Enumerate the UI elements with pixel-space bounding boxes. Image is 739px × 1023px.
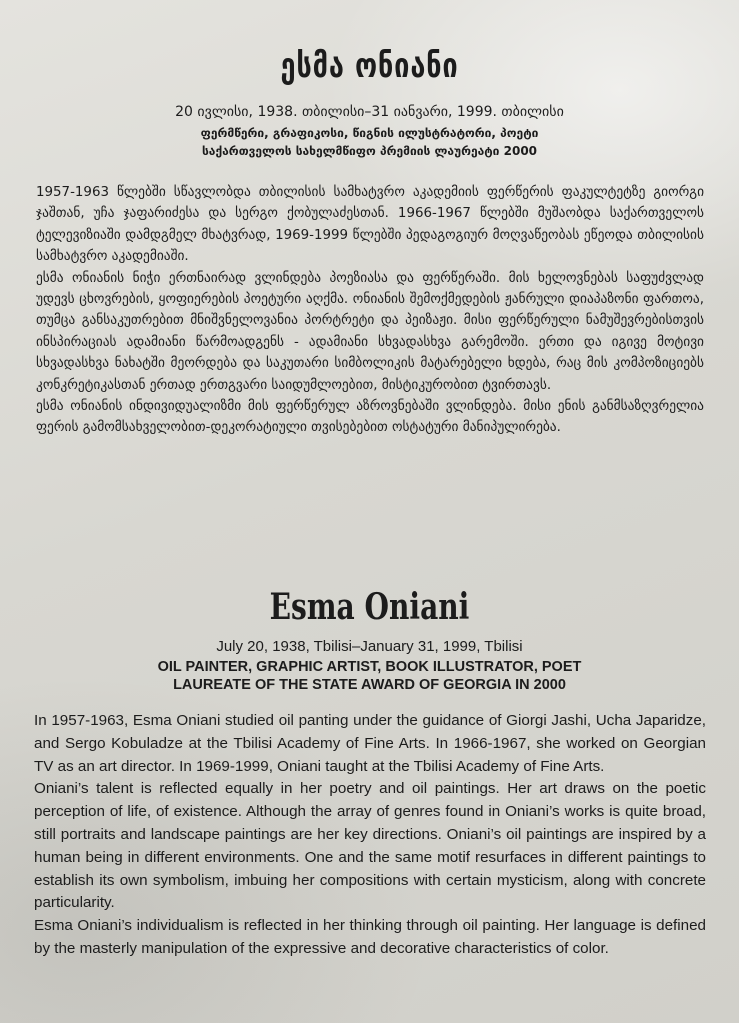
georgian-roles-line-1: ფერმწერი, გრაფიკოსი, წიგნის ილუსტრატორი, პოეტი	[200, 126, 539, 140]
georgian-section	[0, 40, 739, 436]
english-roles-line-1: OIL PAINTER, GRAPHIC ARTIST, BOOK ILLUSTRATOR, POET	[157, 659, 582, 675]
georgian-paragraph-1: 1957-1963 წლებში სწავლობდა თბილისის სამხატვრო აკადემიის ფერწერის ფაკულტეტზე გიორგი ჯაშთან, უჩა ჯაფარიძესა და სერგო ქობულაძესთან. 1966-1967 წლებში მუშაობდა საქართველოს ტელევიზიაში დამდგმელ მხატვრად, 1969-1999 წლებში პედაგოგიურ მოღვაწეობას ეწეოდა თბილისის სამხატვრო აკადემიაში.	[36, 185, 704, 265]
english-paragraph-1: In 1957-1963, Esma Oniani studied oil panting under the guidance of Giorgi Jashi, Ucha Japaridze, and Sergo Kobuladze at the Tbilisi Academy of Fine Arts. In 1966-1967, she worked on Georgian TV as an art director. In 1969-1999, Oniani taught at the Tbilisi Academy of Fine Arts.	[34, 712, 706, 775]
english-paragraph-3: Esma Oniani’s individualism is reflected in her thinking through oil painting. Her language is defined by the masterly manipulation of the expressive and decorative characteristics of color.	[34, 917, 706, 957]
english-title: Esma Oniani	[269, 586, 470, 628]
georgian-paragraph-3: ესმა ონიანის ინდივიდუალიზმი მის ფერწერულ აზროვნებაში ვლინდება. მისი ენის განმსაზღვრელია ფერის გამომსახველობით-დეკორატიული თვისებებით ოსტატური მანიპულირება.	[36, 399, 704, 436]
english-paragraph-2: Oniani’s talent is reflected equally in her poetry and oil paintings. Her art draws on the poetic perception of life, of existence. Although the array of genres found in Oniani’s works is quite broad, still portraits and landscape paintings are her key directions. Oniani’s oil paintings are inspired by a human being in different environments. One and the same motif resurfaces in different paintings to establish its own symbolism, imbuing her compositions with certain mysticism, along with concrete particularity.	[34, 780, 706, 912]
english-biography	[34, 710, 706, 961]
georgian-roles-line-2: საქართველოს სახელმწიფო პრემიის ლაურეატი 2000	[201, 144, 538, 158]
english-roles	[0, 658, 739, 694]
english-dates: July 20, 1938, Tbilisi–January 31, 1999, Tbilisi	[216, 638, 523, 655]
georgian-biography	[36, 182, 704, 439]
georgian-dates: 20 ივლისი, 1938. თბილისი–31 იანვარი, 1999. თბილისი	[175, 104, 564, 120]
georgian-paragraph-2: ესმა ონიანის ნიჭი ერთნაირად ვლინდება პოეზიასა და ფერწერაში. მის ხელოვნებას საფუძვლად უდევს ცხოვრების, ყოფიერების პოეტური აღქმა. ონიანის შემოქმედების ჟანრული დიაპაზონი ფართოა, თუმცა განსაკუთრებით მნიშვნელოვანია პორტრეტი და პეიზაჟი. მისი ფერწერული ნამუშევრებისთვის ინსპირაციას ადამიანი წარმოადგენს - ადამიანი სხვადასხვა გარემოში. ერთი და იგივე მოტივი სხვადასხვა ნახატში მეორდება და საკუთარი სიმბოლიკის მატარებელი ხდება, რაც მის კომპოზიციებს კონკრეტიკასთან ერთად ერთგვარი საიდუმლოებით, მისტიკურობით ტვირთავს.	[36, 270, 704, 393]
georgian-roles	[0, 124, 739, 160]
english-section	[0, 582, 739, 957]
georgian-title: ესმა ონიანი	[280, 46, 459, 86]
english-roles-line-2: LAUREATE OF THE STATE AWARD OF GEORGIA IN 2000	[173, 677, 566, 693]
